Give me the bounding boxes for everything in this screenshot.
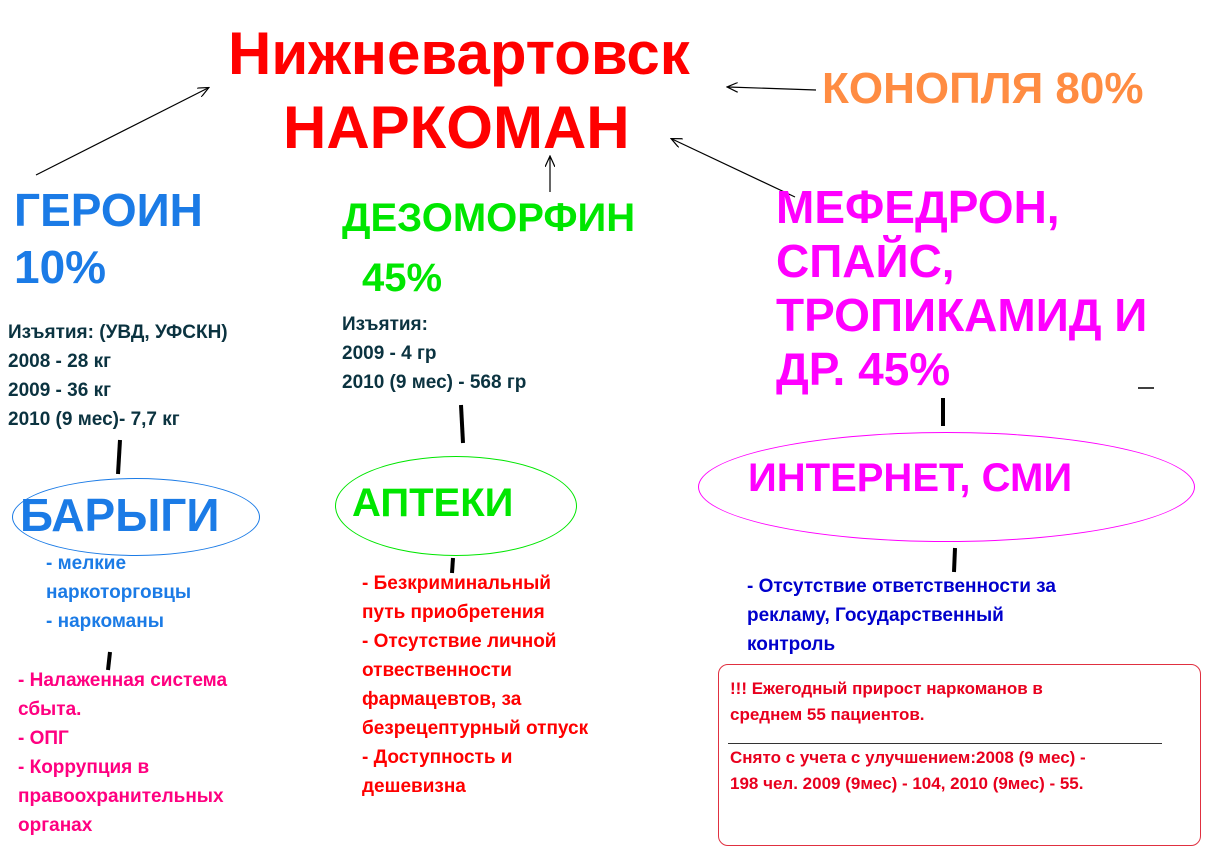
mephedrone-name-line: МЕФЕДРОН, xyxy=(776,181,1060,233)
desomorphine-seizures xyxy=(342,310,526,397)
heroin-factor-line: - ОПГ xyxy=(18,728,69,749)
mephedrone-factor-line: рекламу, Государственный xyxy=(747,605,1004,626)
desomorphine-seizure-line: Изъятия: xyxy=(342,314,428,335)
desomorphine-factor-line: отвественности xyxy=(362,660,512,681)
link-heroin-source xyxy=(118,440,120,474)
heroin-seller-line: - наркоманы xyxy=(46,611,164,632)
desomorphine-name: ДЕЗОМОРФИН xyxy=(342,196,636,240)
desomorphine-percent: 45% xyxy=(362,256,443,300)
heroin-factor-line: - Налаженная система xyxy=(18,670,228,691)
mephedrone-factor-line: контроль xyxy=(747,634,836,655)
heroin-factors xyxy=(18,666,227,840)
heroin-sellers xyxy=(46,549,191,636)
heroin-factor-line: - Коррупция в xyxy=(18,757,150,778)
heroin-factor-line: органах xyxy=(18,815,93,836)
desomorphine-factor-line: - Безкриминальный xyxy=(362,573,551,594)
heroin-seizure-line: 2010 (9 мес)- 7,7 кг xyxy=(8,409,180,430)
mephedrone-factors xyxy=(747,572,1056,659)
note-growth-line: среднем 55 пациентов. xyxy=(730,705,925,724)
heroin-factor-line: правоохранительных xyxy=(18,786,224,807)
cannabis-label: КОНОПЛЯ 80% xyxy=(822,64,1144,113)
heroin-name: ГЕРОИН xyxy=(14,184,203,236)
desomorphine-factor-line: - Отсутствие личной xyxy=(362,631,557,652)
note-growth-line: !!! Ежегодный прирост наркоманов в xyxy=(730,679,1043,698)
mephedrone-name-line: СПАЙС, xyxy=(776,235,955,287)
heroin-source: БАРЫГИ xyxy=(20,489,220,541)
link-desomorphine-source xyxy=(461,405,463,443)
note-divider xyxy=(728,743,1162,744)
note-removed xyxy=(730,745,1086,797)
heroin-seizure-line: 2009 - 36 кг xyxy=(8,380,111,401)
desomorphine-source: АПТЕКИ xyxy=(352,481,514,525)
mephedrone-name-line: ДР. 45% xyxy=(776,343,951,395)
desomorphine-factor-line: путь приобретения xyxy=(362,602,545,623)
heroin-seizures xyxy=(8,318,228,434)
note-growth xyxy=(730,676,1043,728)
desomorphine-seizure-line: 2010 (9 мес) - 568 гр xyxy=(342,372,527,393)
desomorphine-factor-line: безрецептурный отпуск xyxy=(362,718,589,739)
mephedrone-factor-line: - Отсутствие ответственности за xyxy=(747,576,1056,597)
heroin-percent: 10% xyxy=(14,241,107,293)
desomorphine-factors xyxy=(362,569,588,801)
desomorphine-seizure-line: 2009 - 4 гр xyxy=(342,343,437,364)
note-removed-line: 198 чел. 2009 (9мес) - 104, 2010 (9мес) - 55. xyxy=(730,774,1084,793)
mephedrone-names xyxy=(776,180,1147,396)
heroin-seizure-line: 2008 - 28 кг xyxy=(8,351,111,372)
desomorphine-factor-line: дешевизна xyxy=(362,776,466,797)
heroin-seizure-line: Изъятия: (УВД, УФСКН) xyxy=(8,322,228,343)
desomorphine-factor-line: - Доступность и xyxy=(362,747,513,768)
link-mephedrone-factors xyxy=(954,548,955,572)
mephedrone-source: ИНТЕРНЕТ, СМИ xyxy=(748,456,1073,500)
heroin-seller-line: - мелкие xyxy=(46,553,127,574)
arrow-heroin xyxy=(36,88,208,175)
mephedrone-name-line: ТРОПИКАМИД И xyxy=(776,289,1148,341)
note-removed-line: Снято с учета с улучшением:2008 (9 мес) - xyxy=(730,748,1086,767)
title-city: Нижневартовск xyxy=(228,20,690,87)
heroin-seller-line: наркоторговцы xyxy=(46,582,192,603)
title-addict: НАРКОМАН xyxy=(283,94,630,161)
heroin-factor-line: сбыта. xyxy=(18,699,82,720)
arrow-cannabis xyxy=(728,87,816,90)
desomorphine-factor-line: фармацевтов, за xyxy=(362,689,522,710)
